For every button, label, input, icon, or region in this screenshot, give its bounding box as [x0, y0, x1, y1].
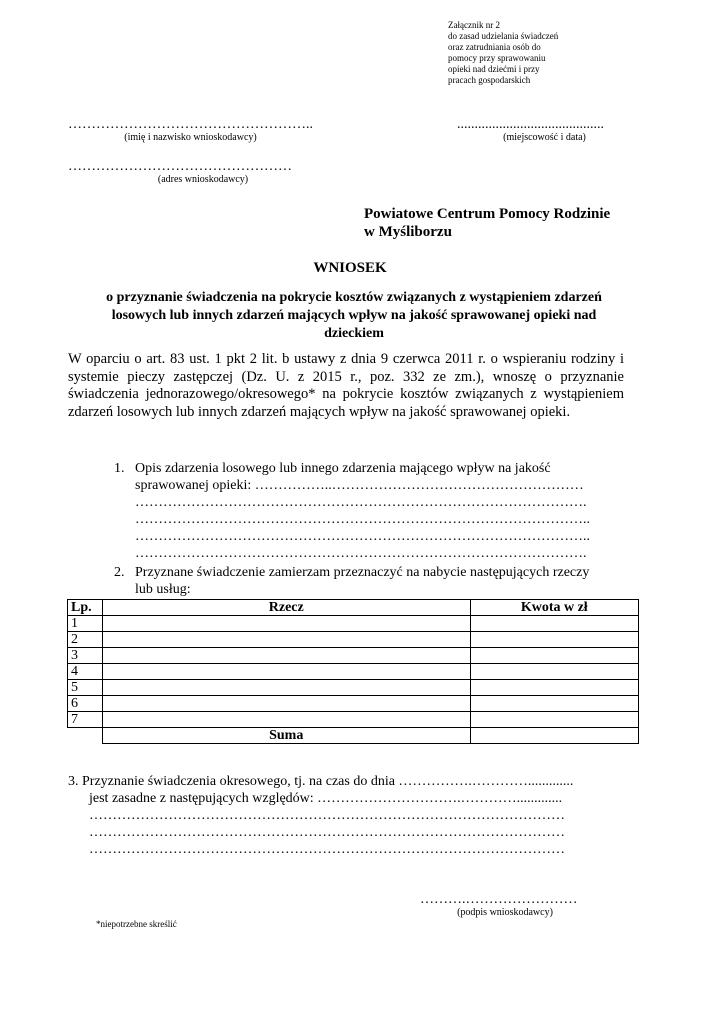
- recipient: [364, 205, 610, 241]
- row-number: 4: [68, 664, 103, 680]
- table-row: [68, 696, 639, 712]
- item2-text: [135, 564, 635, 598]
- intro-paragraph: W oparciu o art. 83 ust. 1 pkt 2 lit. b ustawy z dnia 9 czerwca 2011 r. o wspieraniu rodziny i systemie pieczy zastępczej (Dz. U. z 2015 r., poz. 332 ze zm.), wnoszę o przyznanie świadczenia jednorazowego/okresowego* na pokrycie kosztów związanych z wystąpieniem zdarzeń losowych lub innych zdarzeń mających wpływ na jakość sprawowanej opieki.: [68, 351, 624, 420]
- item1-dots-line[interactable]: ……………………………………………………………………………………..: [135, 512, 590, 527]
- amount-cell[interactable]: [470, 648, 638, 664]
- item-number: 2.: [114, 565, 125, 580]
- item3-dots-line[interactable]: …………………………………………………………………………………………: [89, 808, 565, 823]
- table-header-row: [68, 600, 639, 616]
- item-cell[interactable]: [102, 616, 470, 632]
- place-date-caption: (miejscowość i data): [503, 132, 586, 143]
- applicant-address-field[interactable]: …………………………………………: [68, 159, 292, 174]
- recipient-line: Powiatowe Centrum Pomocy Rodzinie: [364, 206, 611, 222]
- column-header: Rzecz: [102, 600, 470, 616]
- row-number: 6: [68, 696, 103, 712]
- place-date-field[interactable]: ..........................................: [457, 117, 604, 132]
- item3-dots-line[interactable]: …………………………………………………………………………………………: [89, 825, 565, 840]
- item1-dots-line[interactable]: …………………………………………………………………………………….: [135, 495, 587, 510]
- document-title: WNIOSEK: [313, 260, 387, 276]
- item-number: 1.: [114, 461, 125, 476]
- item1-dots-line[interactable]: ……………………………………………………………………………………..: [135, 529, 590, 544]
- annex-line: Załącznik nr 2: [448, 20, 500, 30]
- item1-line: Opis zdarzenia losowego lub innego zdarzenia mającego wpływ na jakość: [135, 461, 551, 476]
- row-number: 7: [68, 712, 103, 728]
- table-row: [68, 664, 639, 680]
- item1-dots-line[interactable]: …………………………………………………………………………………….: [135, 546, 587, 561]
- table-sum-row: [68, 728, 639, 744]
- applicant-name-field[interactable]: ……………………………………………..: [68, 117, 313, 132]
- applicant-name-caption: (imię i nazwisko wnioskodawcy): [124, 132, 257, 143]
- item-cell[interactable]: [102, 664, 470, 680]
- table-row: [68, 680, 639, 696]
- item1-text: [135, 460, 625, 562]
- row-number: 3: [68, 648, 103, 664]
- footnote: *niepotrzebne skreślić: [96, 919, 177, 929]
- annex-line: pomocy przy sprawowaniu: [448, 53, 546, 63]
- amount-cell[interactable]: [470, 712, 638, 728]
- item2-line: lub usług:: [135, 582, 191, 597]
- item-cell[interactable]: [102, 648, 470, 664]
- applicant-address-caption: (adres wnioskodawcy): [157, 174, 249, 185]
- amount-cell[interactable]: [470, 616, 638, 632]
- annex-note: [448, 20, 648, 86]
- signature-field[interactable]: ……….……………………: [420, 892, 578, 907]
- recipient-line: w Myśliborzu: [364, 224, 452, 240]
- item-cell[interactable]: [102, 632, 470, 648]
- item3: [68, 773, 628, 858]
- items-table: [67, 599, 639, 744]
- table-row: [68, 712, 639, 728]
- amount-cell[interactable]: [470, 696, 638, 712]
- subtitle-line: dzieckiem: [324, 326, 384, 341]
- annex-line: opieki nad dziećmi i przy: [448, 64, 540, 74]
- subtitle-line: losowych lub innych zdarzeń mających wpływ na jakość sprawowanej opieki nad: [111, 308, 597, 323]
- table-row: [68, 616, 639, 632]
- column-header: Lp.: [68, 600, 103, 616]
- row-number: 1: [68, 616, 103, 632]
- item1-line[interactable]: sprawowanej opieki: ……………..………………………………………………: [135, 478, 584, 493]
- annex-line: pracach gospodarskich: [448, 75, 531, 85]
- item3-line[interactable]: jest zasadne z następujących względów: ………………………….………….............: [89, 791, 563, 806]
- item3-dots-line[interactable]: …………………………………………………………………………………………: [89, 842, 565, 857]
- sum-label: Suma: [102, 728, 470, 744]
- row-number: 5: [68, 680, 103, 696]
- sum-amount-cell[interactable]: [470, 728, 638, 744]
- item-cell[interactable]: [102, 696, 470, 712]
- amount-cell[interactable]: [470, 632, 638, 648]
- amount-cell[interactable]: [470, 680, 638, 696]
- sum-spacer: [68, 728, 103, 744]
- annex-line: do zasad udzielania świadczeń: [448, 31, 559, 41]
- annex-line: oraz zatrudniania osób do: [448, 42, 541, 52]
- amount-cell[interactable]: [470, 664, 638, 680]
- table-row: [68, 632, 639, 648]
- item-cell[interactable]: [102, 680, 470, 696]
- item-cell[interactable]: [102, 712, 470, 728]
- subtitle-line: o przyznanie świadczenia na pokrycie kosztów związanych z wystąpieniem zdarzeń: [106, 290, 602, 305]
- document-subtitle: [68, 289, 640, 343]
- item2-line: Przyznane świadczenie zamierzam przeznaczyć na nabycie następujących rzeczy: [135, 565, 590, 580]
- row-number: 2: [68, 632, 103, 648]
- item3-line[interactable]: 3. Przyznanie świadczenia okresowego, tj. na czas do dnia …………….………….............: [68, 774, 574, 789]
- column-header: Kwota w zł: [470, 600, 638, 616]
- signature-caption: (podpis wnioskodawcy): [457, 907, 553, 918]
- table-row: [68, 648, 639, 664]
